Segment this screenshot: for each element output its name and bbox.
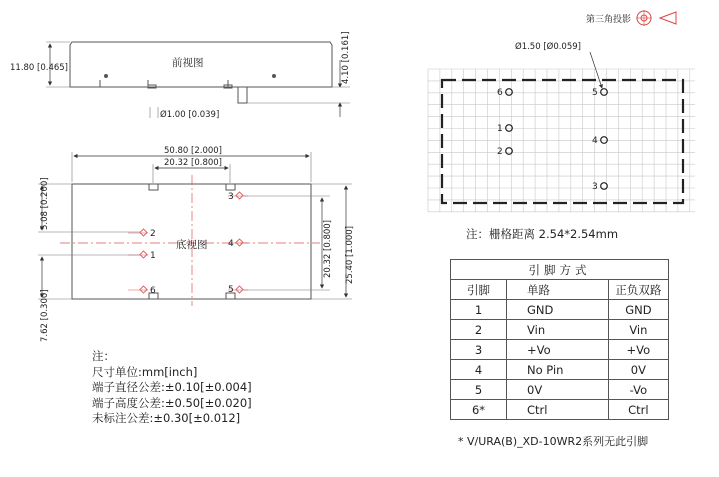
bottom-width-dim: 50.80 [2.000] xyxy=(164,146,223,156)
pin-cell: 1 xyxy=(451,300,507,320)
bottom-pin-2: 2 xyxy=(150,229,156,239)
front-height-dim: 11.80 [0.465] xyxy=(10,63,69,73)
table-row xyxy=(451,380,669,400)
grid-pin-2: 2 xyxy=(497,147,503,157)
table-row xyxy=(451,320,669,340)
dual-cell: Vin xyxy=(608,320,668,340)
pin-table-title: 引脚方式 xyxy=(451,260,669,280)
front-pin-dia-dim: Ø1.00 [0.039] xyxy=(160,110,220,120)
front-view-title: 前视图 xyxy=(172,57,204,69)
dual-cell: +Vo xyxy=(608,340,668,360)
pin-cell: 2 xyxy=(451,320,507,340)
dual-cell: Ctrl xyxy=(608,400,668,420)
bottom-pin-1: 1 xyxy=(150,251,156,261)
note-line-3: 端子高度公差:±0.50[±0.020] xyxy=(92,395,252,410)
pin-cell: 5 xyxy=(451,380,507,400)
grid-pin-5: 5 xyxy=(592,88,598,98)
pin-cell: 6* xyxy=(451,400,507,420)
table-row xyxy=(451,340,669,360)
single-cell: +Vo xyxy=(507,340,609,360)
single-cell: Vin xyxy=(507,320,609,340)
bottom-pin-6: 6 xyxy=(150,286,156,296)
grid-pin-3: 3 xyxy=(592,182,598,192)
pin-grid xyxy=(428,69,695,212)
note-line-2: 端子直径公差:±0.10[±0.004] xyxy=(92,380,252,394)
pin-cell: 3 xyxy=(451,340,507,360)
table-row xyxy=(451,400,669,420)
note-line-4: 未标注公差:±0.30[±0.012] xyxy=(92,411,241,425)
bottom-pin-5: 5 xyxy=(228,285,234,295)
grid-pin-6: 6 xyxy=(497,88,503,98)
note-line-1: 尺寸单位:mm[inch] xyxy=(92,364,198,379)
dual-cell: 0V xyxy=(608,360,668,380)
single-cell: Ctrl xyxy=(507,400,609,420)
notes-block xyxy=(92,349,252,427)
notes-title: 注： xyxy=(92,349,115,363)
dual-cell: GND xyxy=(608,300,668,320)
bottom-height-dim: 25.40 [1.000] xyxy=(345,225,355,284)
bottom-pin-col-dim: 20.32 [0.800] xyxy=(323,219,333,278)
single-cell: 0V xyxy=(507,380,609,400)
grid-pin-4: 4 xyxy=(592,136,598,146)
dual-cell: -Vo xyxy=(608,380,668,400)
front-view xyxy=(70,42,332,103)
bottom-pin-3: 3 xyxy=(228,192,234,202)
grid-hole-dim: Ø1.50 [Ø0.059] xyxy=(515,42,581,52)
single-cell: No Pin xyxy=(507,360,609,380)
pin-cell: 4 xyxy=(451,360,507,380)
grid-spacing-note: 注：栅格距离 2.54*2.54mm xyxy=(466,227,619,241)
table-row xyxy=(451,360,669,380)
bottom-pin-4: 4 xyxy=(228,239,234,249)
bottom-top-offset-dim: 5.08 [0.200] xyxy=(40,177,50,230)
projection-label: 第三角投影 xyxy=(586,15,632,25)
front-pin-height-dim: 4.10 [0.161] xyxy=(341,31,351,84)
bottom-pin-span-dim: 20.32 [0.800] xyxy=(164,158,223,168)
pin-table-header: 正负双路 xyxy=(608,280,668,300)
pin-function-table xyxy=(450,259,669,420)
table-row xyxy=(451,300,669,320)
footnote: * V/URA(B)_XD-10WR2系列无此引脚 xyxy=(458,435,649,448)
grid-pin-1: 1 xyxy=(497,124,503,134)
single-cell: GND xyxy=(507,300,609,320)
bottom-bottom-offset-dim: 7.62 [0.300] xyxy=(40,289,50,342)
bottom-view-title: 底视图 xyxy=(176,239,208,251)
pin-table-header: 单路 xyxy=(507,280,609,300)
pin-table-header: 引脚 xyxy=(451,280,507,300)
